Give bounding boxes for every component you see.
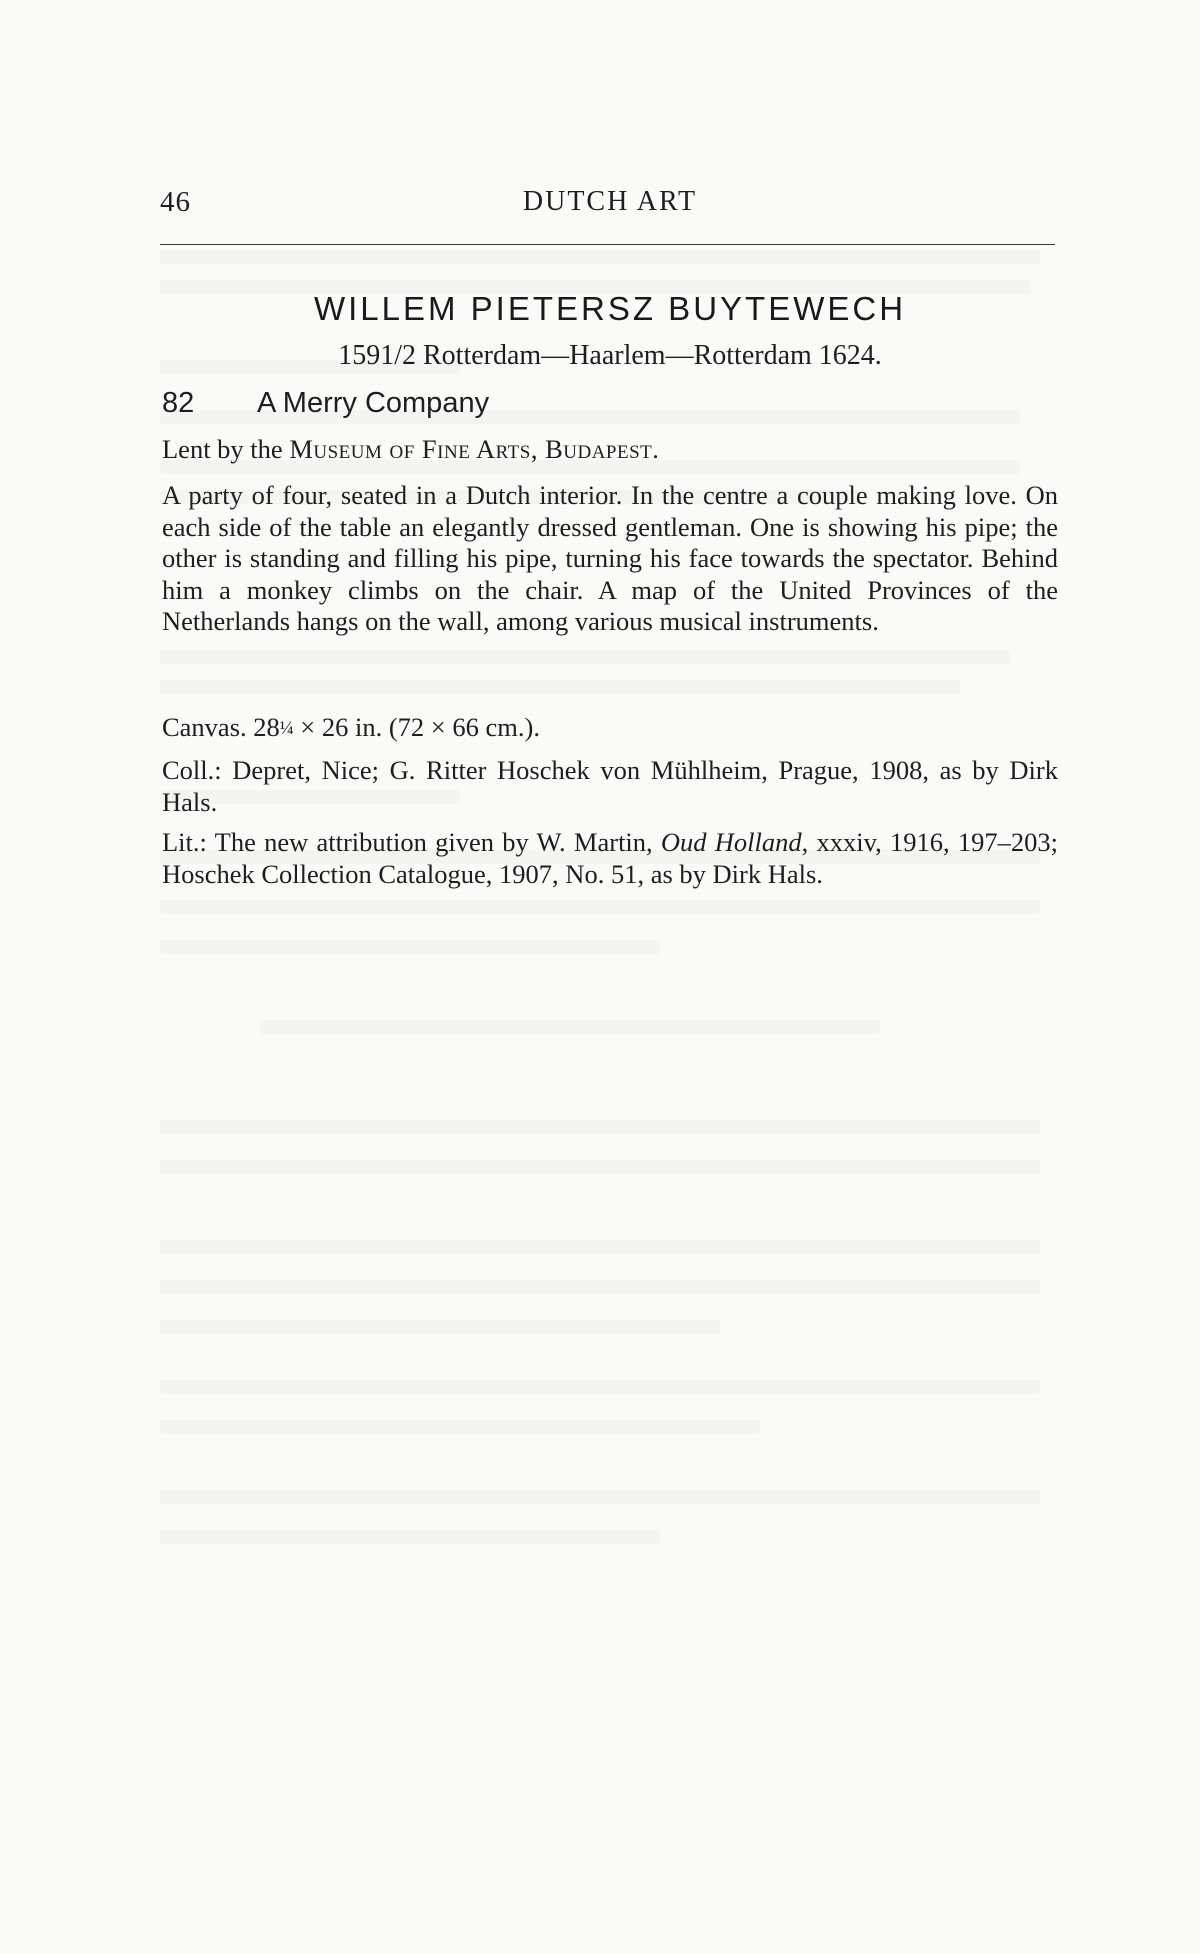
page-number: 46 <box>160 186 191 218</box>
lit-journal: Oud Holland <box>660 827 802 857</box>
canvas-size-rest: × 26 in. (72 × 66 cm.). <box>293 712 540 742</box>
entry-number: 82 <box>162 387 195 419</box>
lender-line <box>162 434 1058 466</box>
description: A party of four, seated in a Dutch interior. In the centre a couple making love. On each side of the table an elegantly dressed gentleman. One is showing his pipe; the other is standing and filling his pipe, turning his face towards the spectator. Behind him a monkey climbs on the chair. A map of the United Provinces of the Netherlands hangs on the wall, among various musical instruments. <box>162 480 1058 636</box>
lent-suffix: . <box>652 434 659 464</box>
artist-dates: 1591/2 Rotterdam—Haarlem—Rotterdam 1624. <box>338 340 882 371</box>
lent-prefix: Lent by the <box>162 434 290 464</box>
running-title: DUTCH ART <box>522 186 698 217</box>
lender-museum: Museum of Fine Arts, Budapest <box>289 434 653 464</box>
collection-history: Coll.: Depret, Nice; G. Ritter Hoschek von Mühlheim, Prague, 1908, as by Dirk Hals. <box>162 755 1058 817</box>
running-head <box>160 186 1060 226</box>
canvas-size-fraction: ¼ <box>279 718 294 739</box>
artist-name: WILLEM PIETERSZ BUYTEWECH <box>313 290 907 327</box>
canvas-label: Canvas. <box>162 712 247 742</box>
page-bleed-through <box>160 250 1060 1700</box>
canvas-size-whole: 28 <box>253 712 280 742</box>
header-rule <box>160 244 1055 245</box>
entry-heading <box>162 387 489 420</box>
lit-prefix: Lit.: The new attribution given by W. Martin, <box>162 827 661 857</box>
literature <box>162 827 1058 890</box>
canvas-dimensions <box>162 712 1058 745</box>
entry-title: A Merry Company <box>257 387 490 419</box>
lit-suffix: , xxxiv, 1916, 197–203; Hoschek Collection Catalogue, 1907, No. 51, as by Dirk Hals. <box>162 827 1058 889</box>
